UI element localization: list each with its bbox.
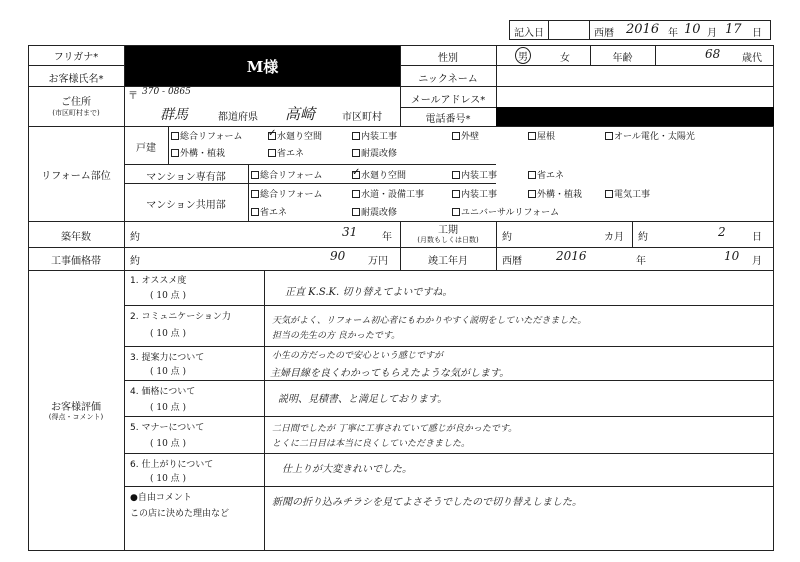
evaluation-note: (得点・コメント)	[48, 413, 104, 421]
period-day-unit: 日	[752, 232, 762, 243]
age-value[interactable]: 68	[705, 47, 721, 61]
entry-date-label: 記入日	[514, 28, 544, 39]
common-opt-seismic[interactable]	[352, 205, 397, 218]
checkbox-icon[interactable]	[452, 171, 460, 179]
eval-score[interactable]: ( 10 点 )	[150, 439, 187, 449]
checkbox-icon[interactable]	[251, 171, 259, 179]
house-label: 戸建	[136, 143, 156, 154]
eval-score[interactable]: ( 10 点 )	[150, 474, 187, 484]
completion-year[interactable]: 2016	[556, 249, 587, 263]
option-label: 耐震改修	[361, 208, 398, 218]
common-opt-plumbing[interactable]	[352, 187, 424, 200]
checkbox-icon[interactable]	[528, 190, 536, 198]
option-label: 外構・植栽	[180, 149, 226, 159]
option-label: 総合リフォーム	[260, 171, 323, 181]
option-label: 総合リフォーム	[260, 190, 323, 200]
email-label: メールアドレス*	[410, 95, 486, 106]
private-opt-interior[interactable]	[452, 168, 497, 181]
option-label: 内装工事	[361, 132, 398, 142]
common-opt-universal[interactable]	[452, 205, 559, 218]
common-opt-energy[interactable]	[251, 205, 287, 218]
checkbox-icon[interactable]	[251, 190, 259, 198]
option-label: ユニバーサルリフォーム	[461, 208, 560, 218]
house-opt-all-electric[interactable]	[605, 129, 695, 142]
option-label: オール電化・太陽光	[614, 132, 695, 142]
completion-year-unit: 年	[636, 256, 646, 267]
checkbox-icon[interactable]	[352, 149, 360, 157]
prefecture-value[interactable]: 群馬	[160, 107, 188, 123]
house-opt-roof[interactable]	[528, 129, 555, 142]
eval-title: 2. コミュニケーション力	[130, 312, 231, 322]
eval-score[interactable]: ( 10 点 )	[150, 367, 187, 377]
option-label: 水廻り空間	[277, 132, 323, 142]
name-value: M様	[246, 57, 279, 76]
option-label: 総合リフォーム	[180, 132, 243, 142]
building-age-label: 築年数	[61, 232, 91, 243]
period-note: (月数もしくは日数)	[417, 236, 479, 244]
age-unit: 歳代	[742, 53, 762, 64]
age-label: 年齢	[612, 53, 633, 64]
option-label: 省エネ	[277, 149, 305, 159]
eval-comment[interactable]: 説明、見積書、と満足しております。	[278, 394, 448, 405]
house-opt-interior[interactable]	[352, 129, 397, 142]
checkbox-icon[interactable]	[352, 190, 360, 198]
period-value[interactable]: 2	[718, 225, 726, 239]
gender-label: 性別	[438, 53, 458, 64]
prefecture-unit: 都道府県	[218, 112, 258, 123]
eval-title: 3. 提案力について	[130, 353, 205, 363]
city-unit: 市区町村	[342, 112, 382, 123]
eval-comment[interactable]: 二日間でしたが 丁寧に工事されていて感じが良かったです。	[272, 424, 518, 434]
checkbox-icon[interactable]	[268, 149, 276, 157]
phone-label: 電話番号*	[425, 114, 471, 125]
entry-day[interactable]: 17	[725, 22, 742, 37]
address-label: ご住所	[61, 97, 91, 108]
checkbox-icon[interactable]	[452, 208, 460, 216]
entry-date-era: 西暦	[594, 28, 614, 39]
entry-year[interactable]: 2016	[626, 22, 660, 37]
eval-comment[interactable]: 正直 K.S.K. 切り替えてよいですね。	[285, 287, 453, 298]
city-value[interactable]: 高崎	[285, 105, 316, 123]
free-comment-label: ●自由コメント	[130, 493, 192, 503]
eval-title: 1. オススメ度	[130, 276, 187, 286]
eval-comment[interactable]: 小生の方だったので安心という感じですが	[272, 351, 444, 361]
phone-field[interactable]	[496, 107, 774, 126]
name-field[interactable]	[125, 46, 400, 86]
house-opt-water[interactable]	[268, 129, 322, 142]
month-unit: 月	[707, 28, 717, 39]
period-approx-2: 約	[638, 232, 648, 243]
eval-title: 6. 仕上がりについて	[130, 460, 214, 470]
eval-comment[interactable]: 仕上りが大変きれいでした。	[282, 464, 412, 475]
free-comment-sub: この店に決めた理由など	[130, 509, 230, 519]
option-label: 省エネ	[537, 171, 565, 181]
price-approx: 約	[130, 256, 140, 267]
eval-title: 5. マナーについて	[130, 423, 205, 433]
eval-score[interactable]: ( 10 点 )	[150, 291, 187, 301]
checkbox-icon[interactable]	[352, 208, 360, 216]
entry-month[interactable]: 10	[684, 22, 701, 37]
checkbox-icon[interactable]	[452, 190, 460, 198]
checkbox-icon[interactable]	[171, 149, 179, 157]
approx-label: 約	[130, 232, 140, 243]
checkbox-checked-icon[interactable]	[268, 132, 276, 140]
common-opt-electric[interactable]	[605, 187, 650, 200]
period-approx-1: 約	[502, 232, 512, 243]
common-opt-general[interactable]	[251, 187, 323, 200]
free-comment-text[interactable]: 新聞の折り込みチラシを見てよさそうでしたので切り替えしました。	[272, 497, 582, 508]
gender-female[interactable]: 女	[560, 53, 570, 64]
option-label: 外構・植栽	[537, 190, 583, 200]
furigana-label: フリガナ*	[53, 52, 99, 63]
postal-value[interactable]: 370 - 0865	[142, 87, 191, 97]
common-opt-landscape[interactable]	[528, 187, 582, 200]
completion-month-unit: 月	[752, 256, 762, 267]
price-unit: 万円	[368, 256, 388, 267]
price-value[interactable]: 90	[330, 249, 346, 263]
completion-era: 西暦	[502, 256, 522, 267]
option-label: 耐震改修	[361, 149, 398, 159]
eval-comment-2[interactable]: 担当の先生の方 良かったです。	[272, 331, 401, 341]
building-age-value[interactable]: 31	[342, 225, 358, 239]
option-label: 外壁	[461, 132, 480, 142]
option-label: 水廻り空間	[361, 171, 407, 181]
checkbox-checked-icon[interactable]	[352, 171, 360, 179]
private-opt-energy[interactable]	[528, 168, 564, 181]
period-label: 工期	[438, 225, 458, 236]
eval-score[interactable]: ( 10 点 )	[150, 329, 187, 339]
checkbox-icon[interactable]	[452, 132, 460, 140]
checkbox-icon[interactable]	[528, 171, 536, 179]
price-label: 工事価格帯	[51, 256, 101, 267]
day-unit: 日	[752, 28, 762, 39]
house-opt-general[interactable]	[171, 129, 243, 142]
reform-section-label: リフォーム部位	[41, 171, 111, 182]
private-opt-general[interactable]	[251, 168, 323, 181]
postal-mark: 〒	[128, 91, 138, 102]
option-label: 省エネ	[260, 208, 288, 218]
checkbox-icon[interactable]	[251, 208, 259, 216]
eval-title: 4. 価格について	[130, 387, 196, 397]
eval-comment[interactable]: 天気がよく、リフォーム初心者にもわかりやすく説明をしていただきました。	[272, 316, 587, 326]
house-opt-landscape[interactable]	[171, 146, 225, 159]
year-unit: 年	[668, 28, 678, 39]
mansion-private-label: マンション専有部	[146, 172, 226, 183]
option-label: 内装工事	[461, 171, 498, 181]
checkbox-icon[interactable]	[352, 132, 360, 140]
option-label: 水道・設備工事	[361, 190, 425, 200]
period-month-unit: カ月	[604, 232, 624, 243]
evaluation-label: お客様評価	[51, 402, 101, 413]
checkbox-icon[interactable]	[171, 132, 179, 140]
common-opt-interior[interactable]	[452, 187, 497, 200]
option-label: 内装工事	[461, 190, 498, 200]
nickname-label: ニックネーム	[418, 74, 478, 85]
eval-score[interactable]: ( 10 点 )	[150, 403, 187, 413]
age-year-unit: 年	[382, 232, 392, 243]
completion-month[interactable]: 10	[724, 249, 740, 263]
name-label: お客様氏名*	[48, 74, 104, 85]
completion-label: 竣工年月	[428, 256, 468, 267]
private-opt-water[interactable]	[352, 168, 406, 181]
checkbox-icon[interactable]	[605, 132, 613, 140]
address-note: (市区町村まで)	[52, 109, 100, 117]
eval-comment-2[interactable]: 主婦目線を良くわかってもらえたような気がします。	[270, 368, 510, 379]
eval-comment-2[interactable]: とくに二日目は本当に良くしていただきました。	[272, 439, 471, 449]
option-label: 屋根	[537, 132, 556, 142]
mansion-common-label: マンション共用部	[146, 200, 226, 211]
house-opt-exterior-wall[interactable]	[452, 129, 479, 142]
house-opt-seismic[interactable]	[352, 146, 397, 159]
option-label: 電気工事	[614, 190, 651, 200]
checkbox-icon[interactable]	[528, 132, 536, 140]
checkbox-icon[interactable]	[605, 190, 613, 198]
house-opt-energy[interactable]	[268, 146, 304, 159]
gender-male[interactable]: 男	[515, 47, 531, 64]
